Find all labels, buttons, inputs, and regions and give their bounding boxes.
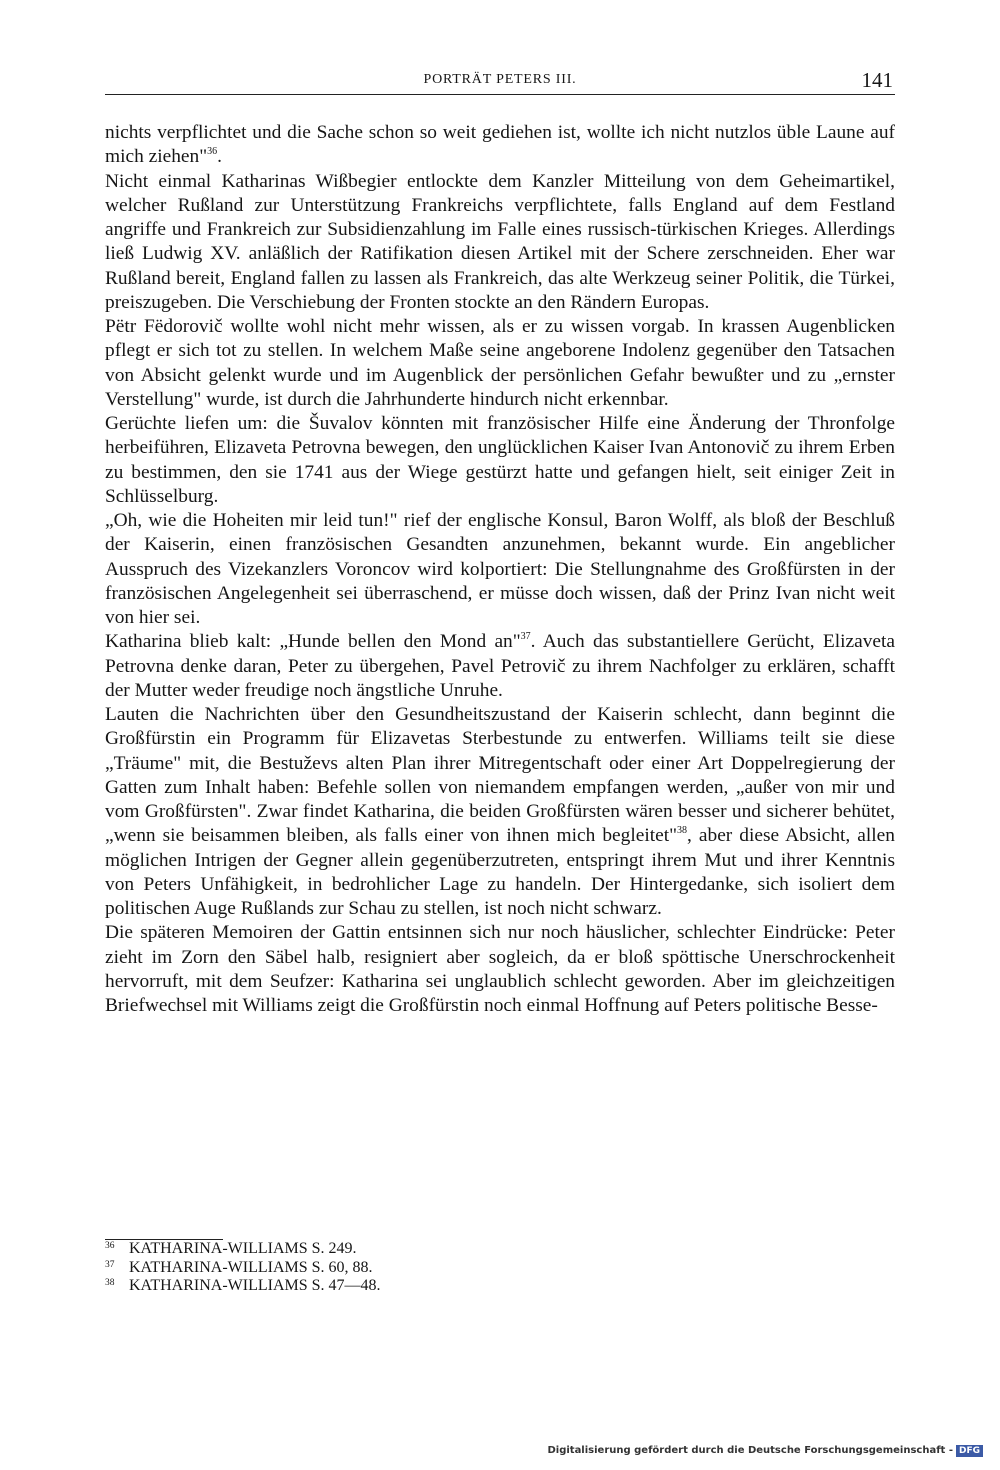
running-header — [105, 68, 895, 95]
paragraph: Die späteren Memoiren der Gattin entsinnen sich nur noch häuslicher, schlechter Eindrücke: Peter zieht im Zorn den Säbel halb, resigniert aber sogleich, da er bloß spöttische Unerschrockenheit hervorruft, mit dem Seufzer: Katharina sei unglaublich schlecht geworden. Aber im gleichzeitigen Briefwechsel mit Williams zeigt die Großfürstin noch einmal Hoffnung auf Peters politische Besse- — [105, 922, 895, 1016]
footnote-text: KATHARINA-WILLIAMS S. 249. — [129, 1240, 357, 1257]
paragraph — [105, 121, 895, 170]
footnote-reference: 36 — [207, 146, 218, 158]
paragraph: Pëtr Fëdorovič wollte wohl nicht mehr wissen, als er zu wissen vorgab. In krassen Augenblicken pflegt er sich tot zu stellen. In welchem Maße seine angeborene Indolenz gegenüber den Tatsachen von Absicht gelenkt wurde und im Augenblick der persönlichen Gefahr bewußter und zu „ernster Verstellung" wurde, ist durch die Jahrhunderte hindurch nicht erkennbar. — [105, 316, 895, 410]
footnotes — [105, 1240, 895, 1296]
footnote-text: KATHARINA-WILLIAMS S. 47—48. — [129, 1277, 381, 1294]
footnote-reference: 37 — [520, 631, 531, 643]
paragraph-text: Lauten die Nachrichten über den Gesundheitszustand der Kaiserin schlecht, dann beginnt die Großfürstin ein Programm für Elizavetas Sterbestunde zu entwerfen. Williams teilt sie diese „Träume" mit, die Bestuževs alten Plan ihrer Mitregentschaft oder einer Art Doppelregierung der Gatten zum Inhalt haben: Befehle sollen von niemandem empfangen werden, „außer von mir und vom Großfürsten". Zwar findet Katharina, die beiden Großfürsten wären besser und sicherer behütet, „wenn sie beisammen bleiben, als falls einer von ihnen mich begleitet" — [105, 704, 895, 847]
running-title: PORTRÄT PETERS III. — [423, 72, 577, 87]
dfg-logo: DFG — [956, 1445, 983, 1457]
paragraph-text: . — [217, 146, 222, 168]
paragraph-text: , aber diese Absicht, allen möglichen Intrigen der Gegner allein gegenüberzutreten, entspringt ihrem Mut und ihrer Kenntnis von Peters Unfähigkeit, in bedrohlicher Lage zu handeln. Der Hintergedanke, sich isoliert dem politischen Auge Rußlands zur Schau zu stellen, ist noch nicht schwarz. — [105, 825, 895, 919]
paragraph: „Oh, wie die Hoheiten mir leid tun!" rief der englische Konsul, Baron Wolff, als bloß der Beschluß der Kaiserin, einen französischen Gesandten anzunehmen, bekannt wurde. Ein angeblicher Ausspruch des Vizekanzlers Voroncov wird kolportiert: Die Stellungnahme des Großfürsten in der französischen Angelegenheit sei überraschend, er müsse doch wissen, daß der Prinz Ivan nicht weit von hier sei. — [105, 510, 895, 628]
funding-text: Digitalisierung gefördert durch die Deutsche Forschungsgemeinschaft - — [547, 1445, 953, 1456]
footnote: 36 KATHARINA-WILLIAMS S. 249. — [105, 1240, 357, 1257]
paragraph: Gerüchte liefen um: die Šuvalov könnten mit französischer Hilfe eine Änderung der Thronfolge herbeiführen, Elizaveta Petrovna bewegen, den unglücklichen Kaiser Ivan Antonovič zu ihrem Erben zu bestimmen, den sie 1741 aus der Wiege gestürzt hatte und gefangen hielt, seit einiger Zeit in Schlüsselburg. — [105, 413, 895, 507]
footnote-reference: 38 — [677, 825, 688, 837]
paragraph-text: nichts verpflichtet und die Sache schon so weit gediehen ist, wollte ich nicht nutzlos üble Laune auf mich ziehen" — [105, 122, 895, 168]
paragraph — [105, 703, 895, 921]
paragraph: Nicht einmal Katharinas Wißbegier entlockte dem Kanzler Mitteilung von dem Geheimartikel, welcher Rußland zur Unterstützung Frankreichs verpflichtete, falls England auf dem Festland angriffe und Frankreich zur Subsidienzahlung im Falle eines russisch-türkischen Krieges. Allerdings ließ Ludwig XV. anläßlich der Ratifikation diesen Artikel mit der Schere zerschneiden. Eher war Rußland bereit, England fallen zu lassen als Frankreich, das alte Werkzeug seiner Politik, die Türkei, preiszugeben. Die Verschiebung der Fronten stockte an den Rändern Europas. — [105, 170, 895, 313]
funding-note — [547, 1445, 983, 1457]
footnote-text: KATHARINA-WILLIAMS S. 60, 88. — [129, 1258, 373, 1276]
paragraph-text: . Auch das substantiellere Gerücht, Elizaveta Petrovna denke daran, Peter zu übergehen, Pavel Petrovič zu ihrem Nachfolger zu erklären, schafft der Mutter weder freudige noch ängstliche Unruhe. — [105, 631, 895, 701]
paragraph — [105, 630, 895, 703]
paragraph-text: Katharina blieb kalt: „Hunde bellen den Mond an" — [105, 631, 521, 653]
page-number: 141 — [861, 68, 893, 92]
body-text — [105, 121, 895, 1018]
footnote: 38 KATHARINA-WILLIAMS S. 47—48. — [105, 1277, 381, 1294]
footnote: 37 KATHARINA-WILLIAMS S. 60, 88. — [105, 1258, 373, 1276]
